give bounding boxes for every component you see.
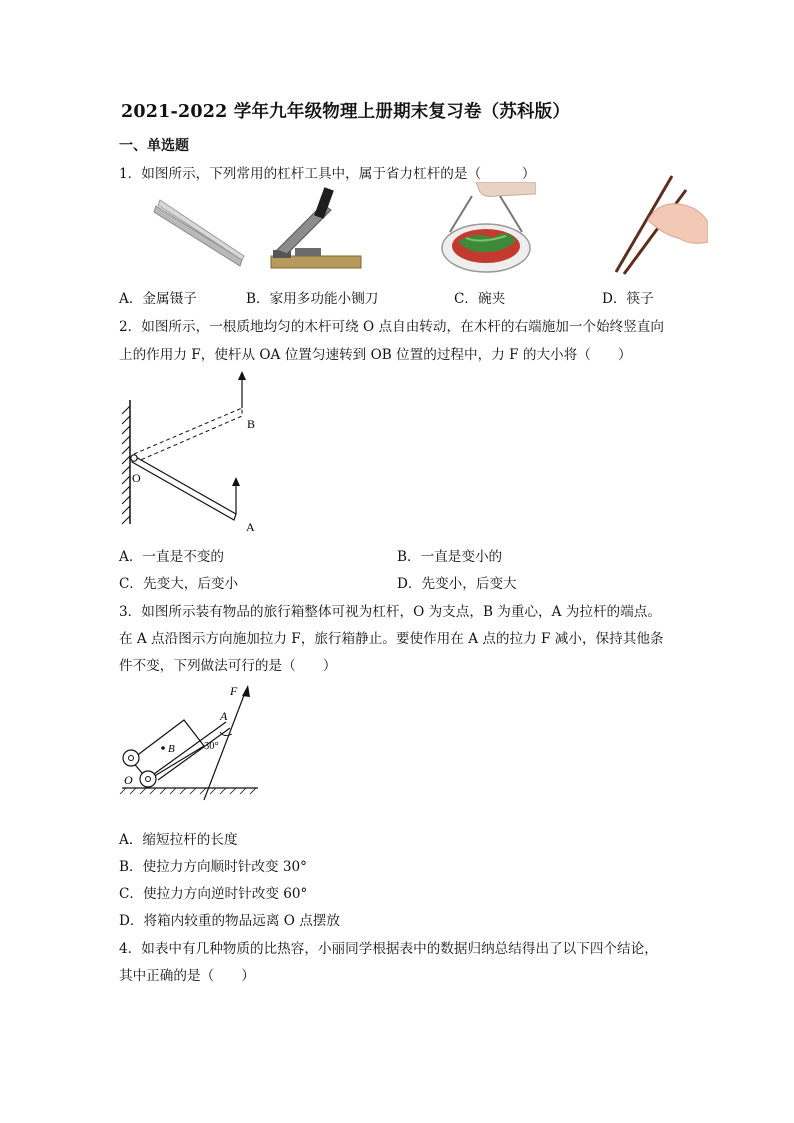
q3-label-o: O xyxy=(124,773,133,787)
q3-option-c: C．使拉力方向逆时针改变 60° xyxy=(119,886,308,902)
tweezers-image xyxy=(150,196,246,272)
q2-option-d: D．先变小，后变大 xyxy=(397,576,517,592)
q1-option-b: B．家用多功能小铡刀 xyxy=(246,291,379,307)
q3-label-angle: 30° xyxy=(204,741,219,752)
q3-stem-line1: 3．如图所示装有物品的旅行箱整体可视为杠杆，O 为支点，B 为重心，A 为拉杆的端点。 xyxy=(119,604,661,620)
q3-option-d: D．将箱内较重的物品远离 O 点摆放 xyxy=(119,913,340,929)
q3-option-b: B．使拉力方向顺时针改变 30° xyxy=(119,859,307,875)
q2-option-a: A．一直是不变的 xyxy=(119,549,224,565)
q1-option-c: C．碗夹 xyxy=(454,291,506,307)
q2-label-o: O xyxy=(132,471,141,485)
q2-option-c: C．先变大，后变小 xyxy=(119,576,239,592)
q2-option-b: B．一直是变小的 xyxy=(397,549,503,565)
guillotine-cutter-image xyxy=(265,184,365,276)
q1-option-a: A．金属镊子 xyxy=(119,291,197,307)
page-title: 2021-2022 学年九年级物理上册期末复习卷（苏科版） xyxy=(121,102,571,122)
q3-option-a: A．缩短拉杆的长度 xyxy=(119,832,238,848)
q2-label-a: A xyxy=(246,520,255,534)
q3-stem-line2: 在 A 点沿图示方向施加拉力 F，旅行箱静止。要使作用在 A 点的拉力 F 减小，保持其他条 xyxy=(119,631,664,647)
q4-stem-line2: 其中正确的是（ ） xyxy=(119,968,255,984)
q1-option-d: D．筷子 xyxy=(602,291,654,307)
q2-label-b: B xyxy=(247,417,256,431)
bowl-clip-image xyxy=(436,182,536,278)
q1-stem: 1．如图所示，下列常用的杠杆工具中，属于省力杠杆的是（ ） xyxy=(119,166,536,182)
q4-stem-line1: 4．如表中有几种物质的比热容，小丽同学根据表中的数据归纳总结得出了以下四个结论， xyxy=(119,941,658,957)
q3-label-a: A xyxy=(220,709,228,723)
chopsticks-image xyxy=(608,172,708,276)
q2-stem-line2: 上的作用力 F，使杆从 OA 位置匀速转到 OB 位置的过程中，力 F 的大小将（ ） xyxy=(119,347,632,363)
lever-rotation-diagram xyxy=(112,366,272,538)
luggage-lever-diagram xyxy=(114,680,264,802)
q3-stem-line3: 件不变，下列做法可行的是（ ） xyxy=(119,658,337,674)
q2-stem-line1: 2．如图所示，一根质地均匀的木杆可绕 O 点自由转动，在木杆的右端施加一个始终竖直向 xyxy=(119,319,664,335)
section-heading: 一、单选题 xyxy=(119,138,189,154)
q3-label-f: F xyxy=(230,684,238,698)
q3-label-b: B xyxy=(168,743,175,755)
